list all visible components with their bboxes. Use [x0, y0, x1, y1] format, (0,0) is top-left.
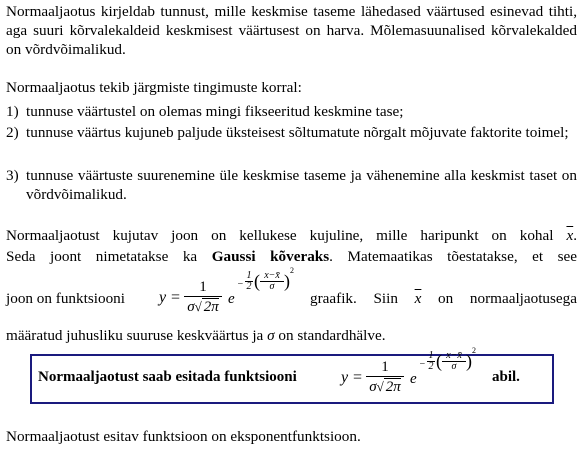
list-item: 2) tunnuse väärtus kujuneb paljude üksteisest sõltumatute nõrgalt mõjuvate faktorite toimel;	[6, 124, 569, 141]
box-statement: Normaaljaotust saab esitada funktsiooni	[38, 369, 297, 385]
xbar-symbol: $\overline{x}$	[566, 227, 574, 244]
paragraph-definition: Normaaljaotus kirjeldab tunnust, mille keskmise taseme lähedased väärtused esinevad tihti, aga suuri kõrvalekaldeid keskmisest väärtusest on harva. Mõlemasuunalised kõrvalekalded on võrdvõimalikud.	[6, 3, 577, 58]
normal-density-formula: y = 1 σ√ 2π e − 1 2 ( x−x̄ σ ) 2	[341, 346, 476, 395]
highlight-box	[30, 346, 554, 404]
paragraph-exponential: Normaaljaotust esitav funktsioon on eksponentfunktsioon.	[6, 428, 361, 445]
paragraph-gauss-line1: Normaaljaotust kujutav joon on kellukese kujuline, mille haripunkt on kohal $\overline{x}$.	[6, 227, 577, 244]
gauss-curve-term: Gaussi kõveraks	[211, 248, 330, 265]
paragraph-gauss-line4: määratud juhusliku suuruse keskväärtus ja σ on standardhälve.	[6, 327, 386, 344]
list-item: 1) tunnuse väärtustel on olemas mingi fikseeritud keskmine tase;	[6, 103, 404, 120]
paragraph-gauss-line3-start: joon on funktsiooni	[6, 290, 125, 307]
xbar-symbol: $\overline{x}$	[414, 290, 422, 307]
box-statement-end: abil.	[492, 369, 520, 385]
sigma-symbol: σ	[267, 327, 275, 344]
paragraph-conditions-intro: Normaaljaotus tekib järgmiste tingimuste korral:	[6, 79, 302, 96]
list-item: 3) tunnuse väärtuste suurenemine üle keskmise taseme ja vähenemine alla keskmist taset on võrdvõimalikud.	[6, 167, 577, 203]
paragraph-gauss-line2: Seda joont nimetatakse ka Gaussi kõveraks. Matemaatikas tõestatakse, et see	[6, 248, 577, 265]
normal-density-formula: y = 1 σ√ 2π e − 1 2 ( x−x̄ σ ) 2	[159, 266, 294, 315]
paragraph-gauss-line3-end: graafik. Siin $\overline{x}$ on normaaljaotusega	[310, 290, 578, 307]
